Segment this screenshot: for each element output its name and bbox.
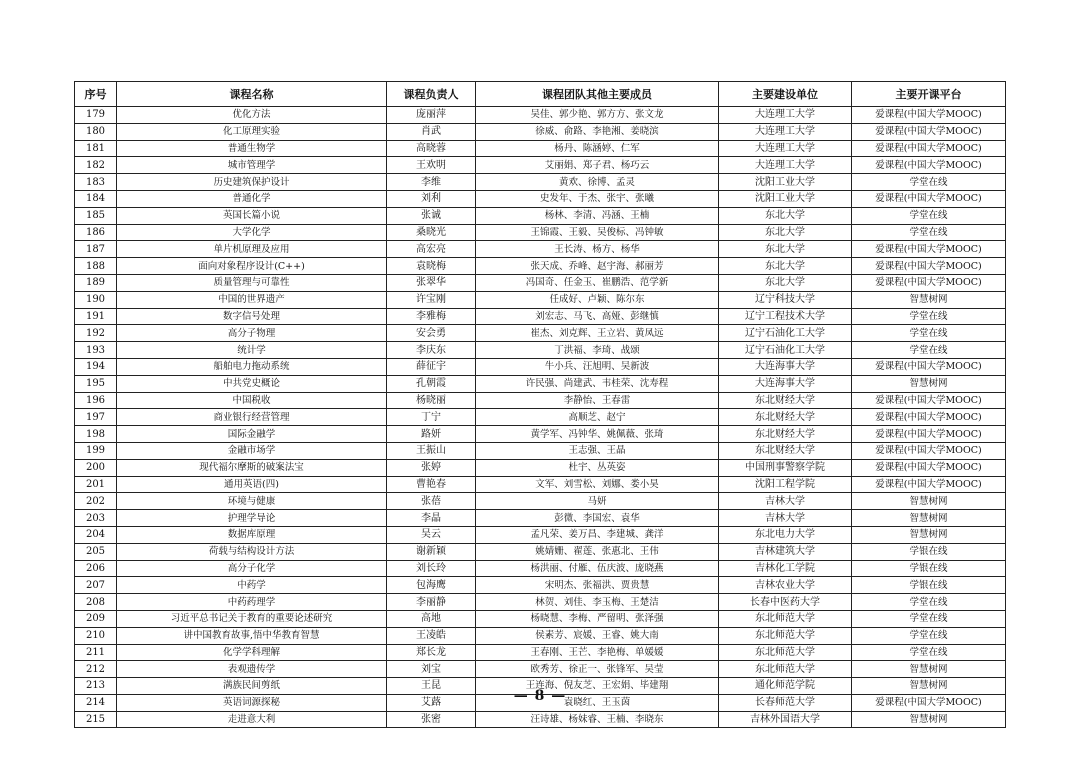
cell-index: 194 xyxy=(75,358,117,375)
cell-index: 179 xyxy=(75,107,117,124)
cell-team-members: 高顺芝、赵宁 xyxy=(476,409,719,426)
cell-team-members: 欧秀芳、徐正一、张锋军、吴莹 xyxy=(476,661,719,678)
cell-institution: 东北大学 xyxy=(719,241,852,258)
cell-institution: 吉林化工学院 xyxy=(719,560,852,577)
table-row xyxy=(75,375,1006,392)
cell-index: 187 xyxy=(75,241,117,258)
cell-course-name: 中药药理学 xyxy=(117,594,387,611)
cell-course-name: 优化方法 xyxy=(117,107,387,124)
header-platform: 主要开课平台 xyxy=(852,82,1006,107)
table-row xyxy=(75,543,1006,560)
cell-index: 183 xyxy=(75,174,117,191)
cell-index: 207 xyxy=(75,577,117,594)
cell-course-name: 通用英语(四) xyxy=(117,476,387,493)
cell-platform: 爱课程(中国大学MOOC) xyxy=(852,442,1006,459)
cell-course-lead: 丁宁 xyxy=(387,409,476,426)
cell-course-lead: 刘宝 xyxy=(387,661,476,678)
cell-course-lead: 李庆东 xyxy=(387,342,476,359)
cell-institution: 辽宁工程技术大学 xyxy=(719,308,852,325)
cell-institution: 东北大学 xyxy=(719,207,852,224)
cell-course-name: 讲中国教育故事,悟中华教育智慧 xyxy=(117,627,387,644)
cell-index: 192 xyxy=(75,325,117,342)
cell-institution: 辽宁科技大学 xyxy=(719,291,852,308)
table-row xyxy=(75,274,1006,291)
cell-index: 209 xyxy=(75,610,117,627)
cell-course-name: 满族民间剪纸 xyxy=(117,678,387,695)
cell-index: 189 xyxy=(75,274,117,291)
cell-team-members: 史发年、于杰、张宇、张曦 xyxy=(476,190,719,207)
cell-course-lead: 王昆 xyxy=(387,678,476,695)
cell-index: 196 xyxy=(75,392,117,409)
cell-platform: 学银在线 xyxy=(852,543,1006,560)
cell-team-members: 王连海、倪友芝、王宏娟、毕建翔 xyxy=(476,678,719,695)
cell-platform: 智慧树网 xyxy=(852,291,1006,308)
cell-course-name: 船舶电力拖动系统 xyxy=(117,358,387,375)
cell-team-members: 彭微、李国宏、袁华 xyxy=(476,510,719,527)
cell-index: 201 xyxy=(75,476,117,493)
cell-team-members: 吴佳、郭少艳、郭方方、张文龙 xyxy=(476,107,719,124)
table-header-row xyxy=(75,82,1006,107)
cell-institution: 中国刑事警察学院 xyxy=(719,459,852,476)
table-row xyxy=(75,342,1006,359)
cell-institution: 东北师范大学 xyxy=(719,661,852,678)
cell-course-name: 英国长篇小说 xyxy=(117,207,387,224)
cell-course-lead: 许宝刚 xyxy=(387,291,476,308)
cell-platform: 学堂在线 xyxy=(852,594,1006,611)
cell-platform: 智慧树网 xyxy=(852,661,1006,678)
cell-institution: 大连海事大学 xyxy=(719,358,852,375)
cell-team-members: 文军、刘雪松、刘娜、娄小昊 xyxy=(476,476,719,493)
cell-course-lead: 张蓓 xyxy=(387,493,476,510)
cell-institution: 东北师范大学 xyxy=(719,644,852,661)
table-row xyxy=(75,325,1006,342)
cell-team-members: 杜宇、丛英姿 xyxy=(476,459,719,476)
cell-course-name: 中药学 xyxy=(117,577,387,594)
cell-team-members: 杨林、李清、冯涵、王楠 xyxy=(476,207,719,224)
cell-institution: 大连理工大学 xyxy=(719,107,852,124)
table-row xyxy=(75,157,1006,174)
cell-index: 199 xyxy=(75,442,117,459)
cell-index: 200 xyxy=(75,459,117,476)
table-row xyxy=(75,190,1006,207)
table-row xyxy=(75,123,1006,140)
cell-team-members: 黄欢、徐博、孟灵 xyxy=(476,174,719,191)
cell-index: 191 xyxy=(75,308,117,325)
cell-platform: 学堂在线 xyxy=(852,308,1006,325)
cell-institution: 东北财经大学 xyxy=(719,409,852,426)
table-row xyxy=(75,627,1006,644)
cell-platform: 爱课程(中国大学MOOC) xyxy=(852,274,1006,291)
cell-index: 213 xyxy=(75,678,117,695)
cell-platform: 爱课程(中国大学MOOC) xyxy=(852,459,1006,476)
cell-course-lead: 张翠华 xyxy=(387,274,476,291)
header-index: 序号 xyxy=(75,82,117,107)
cell-institution: 辽宁石油化工大学 xyxy=(719,342,852,359)
cell-index: 182 xyxy=(75,157,117,174)
cell-team-members: 王春刚、王芒、李艳梅、单媛媛 xyxy=(476,644,719,661)
cell-institution: 沈阳工程学院 xyxy=(719,476,852,493)
table-row xyxy=(75,442,1006,459)
header-team-members: 课程团队其他主要成员 xyxy=(476,82,719,107)
cell-course-lead: 李晶 xyxy=(387,510,476,527)
cell-institution: 沈阳工业大学 xyxy=(719,190,852,207)
cell-team-members: 王志强、王晶 xyxy=(476,442,719,459)
cell-institution: 辽宁石油化工大学 xyxy=(719,325,852,342)
cell-team-members: 侯素芳、宸媛、王睿、姚大南 xyxy=(476,627,719,644)
cell-platform: 爱课程(中国大学MOOC) xyxy=(852,409,1006,426)
cell-course-name: 表观遗传学 xyxy=(117,661,387,678)
cell-index: 214 xyxy=(75,694,117,711)
cell-team-members: 孟凡荣、姜万昌、李建城、龚洋 xyxy=(476,526,719,543)
table-row xyxy=(75,577,1006,594)
table-row xyxy=(75,140,1006,157)
cell-course-lead: 路妍 xyxy=(387,426,476,443)
cell-platform: 爱课程(中国大学MOOC) xyxy=(852,258,1006,275)
cell-institution: 东北大学 xyxy=(719,224,852,241)
cell-course-name: 护理学导论 xyxy=(117,510,387,527)
cell-team-members: 徐威、俞路、李艳湘、姜晓滨 xyxy=(476,123,719,140)
cell-institution: 东北大学 xyxy=(719,274,852,291)
cell-team-members: 杨丹、陈涵婷、仁军 xyxy=(476,140,719,157)
cell-team-members: 张天成、乔峰、赵宇海、郝丽芳 xyxy=(476,258,719,275)
cell-platform: 爱课程(中国大学MOOC) xyxy=(852,190,1006,207)
cell-team-members: 任成好、卢颖、陈尔东 xyxy=(476,291,719,308)
cell-course-lead: 王凌皓 xyxy=(387,627,476,644)
table-row xyxy=(75,644,1006,661)
cell-course-name: 大学化学 xyxy=(117,224,387,241)
cell-platform: 学堂在线 xyxy=(852,325,1006,342)
cell-course-lead: 高地 xyxy=(387,610,476,627)
cell-course-name: 质量管理与可靠性 xyxy=(117,274,387,291)
table-row xyxy=(75,358,1006,375)
cell-platform: 学堂在线 xyxy=(852,627,1006,644)
page-number: — 8 — xyxy=(513,688,567,704)
cell-course-name: 走进意大利 xyxy=(117,711,387,728)
course-table-sheet xyxy=(74,81,1005,728)
cell-course-lead: 张密 xyxy=(387,711,476,728)
cell-platform: 学堂在线 xyxy=(852,644,1006,661)
cell-platform: 学银在线 xyxy=(852,560,1006,577)
cell-platform: 学银在线 xyxy=(852,577,1006,594)
table-row xyxy=(75,207,1006,224)
cell-platform: 爱课程(中国大学MOOC) xyxy=(852,157,1006,174)
cell-index: 212 xyxy=(75,661,117,678)
cell-index: 186 xyxy=(75,224,117,241)
cell-index: 202 xyxy=(75,493,117,510)
cell-course-lead: 谢新颖 xyxy=(387,543,476,560)
cell-team-members: 宋明杰、张福洪、贾贵慧 xyxy=(476,577,719,594)
cell-platform: 学堂在线 xyxy=(852,207,1006,224)
cell-course-name: 现代福尔摩斯的破案法宝 xyxy=(117,459,387,476)
cell-course-lead: 张婷 xyxy=(387,459,476,476)
header-course-lead: 课程负责人 xyxy=(387,82,476,107)
cell-index: 203 xyxy=(75,510,117,527)
cell-platform: 智慧树网 xyxy=(852,526,1006,543)
cell-institution: 大连理工大学 xyxy=(719,140,852,157)
cell-institution: 大连理工大学 xyxy=(719,123,852,140)
cell-institution: 吉林大学 xyxy=(719,493,852,510)
cell-institution: 通化师范学院 xyxy=(719,678,852,695)
cell-course-name: 化学学科理解 xyxy=(117,644,387,661)
cell-course-name: 历史建筑保护设计 xyxy=(117,174,387,191)
cell-institution: 东北师范大学 xyxy=(719,627,852,644)
cell-institution: 东北大学 xyxy=(719,258,852,275)
cell-course-lead: 李雅梅 xyxy=(387,308,476,325)
table-row xyxy=(75,476,1006,493)
cell-course-lead: 王欢明 xyxy=(387,157,476,174)
cell-platform: 爱课程(中国大学MOOC) xyxy=(852,358,1006,375)
table-row xyxy=(75,493,1006,510)
cell-institution: 东北电力大学 xyxy=(719,526,852,543)
cell-index: 211 xyxy=(75,644,117,661)
cell-index: 181 xyxy=(75,140,117,157)
table-body xyxy=(75,107,1006,728)
cell-course-lead: 桑晓光 xyxy=(387,224,476,241)
cell-course-name: 环境与健康 xyxy=(117,493,387,510)
cell-team-members: 袁晓红、王玉茵 xyxy=(476,694,719,711)
cell-team-members: 牛小兵、汪旭明、吴新波 xyxy=(476,358,719,375)
cell-course-name: 统计学 xyxy=(117,342,387,359)
cell-course-lead: 高宏亮 xyxy=(387,241,476,258)
cell-course-name: 习近平总书记关于教育的重要论述研究 xyxy=(117,610,387,627)
cell-index: 215 xyxy=(75,711,117,728)
table-row xyxy=(75,291,1006,308)
cell-team-members: 马妍 xyxy=(476,493,719,510)
cell-course-name: 数字信号处理 xyxy=(117,308,387,325)
table-row xyxy=(75,426,1006,443)
cell-platform: 爱课程(中国大学MOOC) xyxy=(852,107,1006,124)
cell-team-members: 黄学军、冯钟华、姚佩薇、张琦 xyxy=(476,426,719,443)
table-row xyxy=(75,107,1006,124)
cell-index: 193 xyxy=(75,342,117,359)
cell-course-lead: 艾蕗 xyxy=(387,694,476,711)
cell-platform: 智慧树网 xyxy=(852,678,1006,695)
table-row xyxy=(75,661,1006,678)
cell-course-name: 高分子物理 xyxy=(117,325,387,342)
cell-index: 190 xyxy=(75,291,117,308)
cell-course-name: 商业银行经营管理 xyxy=(117,409,387,426)
cell-course-lead: 肖武 xyxy=(387,123,476,140)
cell-platform: 爱课程(中国大学MOOC) xyxy=(852,392,1006,409)
cell-team-members: 崔杰、刘克辉、王立岩、黄凤远 xyxy=(476,325,719,342)
cell-course-name: 面向对象程序设计(C++) xyxy=(117,258,387,275)
table-row xyxy=(75,711,1006,728)
cell-institution: 吉林外国语大学 xyxy=(719,711,852,728)
cell-course-name: 金融市场学 xyxy=(117,442,387,459)
cell-platform: 学堂在线 xyxy=(852,342,1006,359)
cell-platform: 爱课程(中国大学MOOC) xyxy=(852,694,1006,711)
cell-team-members: 林贺、刘佳、李玉梅、王楚洁 xyxy=(476,594,719,611)
cell-team-members: 杨洪丽、付雁、伍庆波、庞晓燕 xyxy=(476,560,719,577)
cell-course-name: 数据库原理 xyxy=(117,526,387,543)
cell-institution: 长春中医药大学 xyxy=(719,594,852,611)
cell-course-name: 化工原理实验 xyxy=(117,123,387,140)
cell-index: 208 xyxy=(75,594,117,611)
cell-index: 210 xyxy=(75,627,117,644)
cell-institution: 沈阳工业大学 xyxy=(719,174,852,191)
cell-course-name: 中共党史概论 xyxy=(117,375,387,392)
table-row xyxy=(75,560,1006,577)
cell-course-lead: 包海鹰 xyxy=(387,577,476,594)
cell-team-members: 刘宏志、马飞、高娅、彭继慎 xyxy=(476,308,719,325)
cell-course-name: 荷载与结构设计方法 xyxy=(117,543,387,560)
cell-course-name: 中国税收 xyxy=(117,392,387,409)
table-row xyxy=(75,241,1006,258)
cell-platform: 学堂在线 xyxy=(852,224,1006,241)
cell-index: 195 xyxy=(75,375,117,392)
cell-team-members: 丁洪福、李琦、战颂 xyxy=(476,342,719,359)
cell-index: 204 xyxy=(75,526,117,543)
cell-index: 206 xyxy=(75,560,117,577)
table-row xyxy=(75,459,1006,476)
cell-platform: 智慧树网 xyxy=(852,510,1006,527)
cell-course-lead: 薛征宇 xyxy=(387,358,476,375)
cell-course-lead: 刘利 xyxy=(387,190,476,207)
cell-course-name: 单片机原理及应用 xyxy=(117,241,387,258)
cell-course-lead: 张诚 xyxy=(387,207,476,224)
cell-team-members: 王长涛、杨方、杨华 xyxy=(476,241,719,258)
cell-institution: 东北财经大学 xyxy=(719,392,852,409)
cell-platform: 智慧树网 xyxy=(852,711,1006,728)
cell-index: 197 xyxy=(75,409,117,426)
cell-platform: 爱课程(中国大学MOOC) xyxy=(852,140,1006,157)
cell-course-lead: 安会勇 xyxy=(387,325,476,342)
cell-team-members: 王锦霞、王毅、吴俊标、冯钟敏 xyxy=(476,224,719,241)
table-row xyxy=(75,224,1006,241)
cell-index: 185 xyxy=(75,207,117,224)
cell-course-name: 高分子化学 xyxy=(117,560,387,577)
cell-course-name: 英语词源探秘 xyxy=(117,694,387,711)
cell-platform: 爱课程(中国大学MOOC) xyxy=(852,476,1006,493)
cell-team-members: 汪诗雄、杨妹睿、王楠、李晓东 xyxy=(476,711,719,728)
cell-course-lead: 袁晓梅 xyxy=(387,258,476,275)
cell-course-lead: 杨晓丽 xyxy=(387,392,476,409)
table-row xyxy=(75,174,1006,191)
cell-course-lead: 高晓蓉 xyxy=(387,140,476,157)
cell-course-name: 普通化学 xyxy=(117,190,387,207)
cell-course-lead: 李丽静 xyxy=(387,594,476,611)
cell-course-lead: 曹艳春 xyxy=(387,476,476,493)
cell-team-members: 冯国奇、任金玉、崔鹏浩、范学新 xyxy=(476,274,719,291)
table-row xyxy=(75,526,1006,543)
cell-course-name: 城市管理学 xyxy=(117,157,387,174)
cell-index: 184 xyxy=(75,190,117,207)
cell-team-members: 姚婧姗、翟莲、张惠北、王伟 xyxy=(476,543,719,560)
cell-index: 198 xyxy=(75,426,117,443)
cell-institution: 大连海事大学 xyxy=(719,375,852,392)
table-row xyxy=(75,510,1006,527)
table-row xyxy=(75,258,1006,275)
cell-course-lead: 郑长龙 xyxy=(387,644,476,661)
cell-platform: 爱课程(中国大学MOOC) xyxy=(852,426,1006,443)
cell-team-members: 李静怡、王春雷 xyxy=(476,392,719,409)
cell-platform: 智慧树网 xyxy=(852,375,1006,392)
cell-course-lead: 孔朝霞 xyxy=(387,375,476,392)
header-course-name: 课程名称 xyxy=(117,82,387,107)
course-table xyxy=(74,81,1006,728)
cell-index: 205 xyxy=(75,543,117,560)
cell-platform: 学堂在线 xyxy=(852,174,1006,191)
cell-institution: 东北财经大学 xyxy=(719,426,852,443)
table-row xyxy=(75,409,1006,426)
cell-team-members: 许民强、尚建武、韦桂荣、沈寿程 xyxy=(476,375,719,392)
cell-team-members: 杨晓慧、李梅、严留明、张泽强 xyxy=(476,610,719,627)
cell-platform: 爱课程(中国大学MOOC) xyxy=(852,123,1006,140)
cell-institution: 吉林大学 xyxy=(719,510,852,527)
cell-course-name: 中国的世界遗产 xyxy=(117,291,387,308)
cell-team-members: 艾丽娟、郑子君、杨巧云 xyxy=(476,157,719,174)
cell-institution: 吉林建筑大学 xyxy=(719,543,852,560)
table-row xyxy=(75,308,1006,325)
header-institution: 主要建设单位 xyxy=(719,82,852,107)
cell-course-lead: 李维 xyxy=(387,174,476,191)
cell-course-name: 普通生物学 xyxy=(117,140,387,157)
cell-institution: 吉林农业大学 xyxy=(719,577,852,594)
cell-institution: 东北财经大学 xyxy=(719,442,852,459)
cell-institution: 长春师范大学 xyxy=(719,694,852,711)
cell-institution: 东北师范大学 xyxy=(719,610,852,627)
cell-platform: 学堂在线 xyxy=(852,610,1006,627)
cell-course-lead: 刘长玲 xyxy=(387,560,476,577)
cell-course-lead: 庞丽萍 xyxy=(387,107,476,124)
cell-course-lead: 吴云 xyxy=(387,526,476,543)
table-row xyxy=(75,610,1006,627)
cell-platform: 智慧树网 xyxy=(852,493,1006,510)
cell-institution: 大连理工大学 xyxy=(719,157,852,174)
cell-index: 188 xyxy=(75,258,117,275)
table-row xyxy=(75,594,1006,611)
cell-platform: 爱课程(中国大学MOOC) xyxy=(852,241,1006,258)
cell-index: 180 xyxy=(75,123,117,140)
cell-course-name: 国际金融学 xyxy=(117,426,387,443)
table-row xyxy=(75,392,1006,409)
cell-course-lead: 王振山 xyxy=(387,442,476,459)
